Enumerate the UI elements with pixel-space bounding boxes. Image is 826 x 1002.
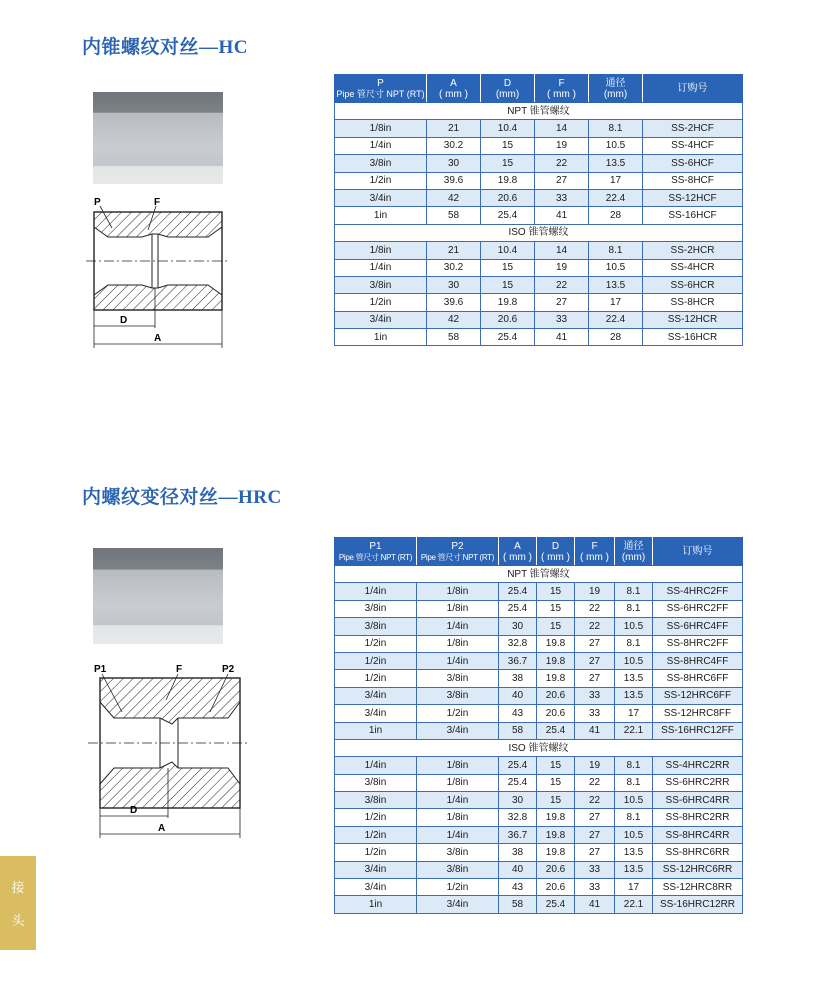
table-cell: 22 [575, 600, 615, 617]
table-cell: 19 [575, 583, 615, 600]
table-cell: 8.1 [615, 583, 653, 600]
table-cell: 1/2in [335, 652, 417, 669]
table-cell: 15 [537, 583, 575, 600]
table-row [335, 722, 743, 739]
table-cell: 30.2 [427, 137, 481, 154]
col-header-d: D (mm) [481, 75, 535, 103]
table-cell: 27 [575, 844, 615, 861]
table-cell: 15 [537, 600, 575, 617]
table-row [335, 687, 743, 704]
table-cell: 8.1 [615, 757, 653, 774]
table-cell: 19.8 [537, 826, 575, 843]
col-header-p1: P1 Pipe 管尺寸 NPT (RT) [335, 538, 417, 566]
table-row [335, 276, 743, 293]
table-cell: SS-8HCF [643, 172, 743, 189]
table-cell: 8.1 [615, 600, 653, 617]
table-cell: 22 [575, 792, 615, 809]
table-row [335, 757, 743, 774]
table-cell: 10.4 [481, 242, 535, 259]
table-cell: 22 [535, 155, 589, 172]
table-cell: 33 [535, 189, 589, 206]
table-row [335, 705, 743, 722]
table-cell: 1/4in [417, 826, 499, 843]
table-cell: 42 [427, 311, 481, 328]
table-cell: SS-8HRC2FF [653, 635, 743, 652]
label-p: P [94, 197, 101, 208]
table-cell: 1/2in [335, 826, 417, 843]
table-cell: 39.6 [427, 294, 481, 311]
table-row [335, 826, 743, 843]
table-cell: SS-8HRC6RR [653, 844, 743, 861]
table-row [335, 670, 743, 687]
table-cell: 1/2in [335, 670, 417, 687]
table-cell: 8.1 [589, 120, 643, 137]
table-cell: SS-6HRC2RR [653, 774, 743, 791]
table-row [335, 618, 743, 635]
group-label: ISO 锥管螺纹 [335, 739, 743, 756]
table-cell: 43 [499, 879, 537, 896]
table-cell: 17 [615, 705, 653, 722]
table-row [335, 189, 743, 206]
col-header-bore: 通径 (mm) [615, 538, 653, 566]
table-cell: 33 [575, 705, 615, 722]
table-cell: 42 [427, 189, 481, 206]
table-cell: 25.4 [481, 329, 535, 346]
table-cell: 15 [537, 792, 575, 809]
side-tab-connectors [0, 856, 36, 950]
table-cell: 3/4in [335, 687, 417, 704]
table-cell: 20.6 [481, 311, 535, 328]
table-cell: 10.5 [615, 826, 653, 843]
table-cell: SS-2HCF [643, 120, 743, 137]
table-cell: SS-12HRC6RR [653, 861, 743, 878]
table-cell: 3/8in [417, 670, 499, 687]
table-cell: SS-6HCF [643, 155, 743, 172]
table-cell: 27 [575, 826, 615, 843]
table-cell: 19.8 [537, 652, 575, 669]
table-cell: 8.1 [615, 774, 653, 791]
col-header-f: F ( mm ) [575, 538, 615, 566]
table-cell: 33 [575, 879, 615, 896]
table-cell: 1/4in [417, 652, 499, 669]
table-cell: 1in [335, 722, 417, 739]
table-cell: 1/2in [335, 294, 427, 311]
table-cell: 1/8in [335, 242, 427, 259]
table-cell: 22.1 [615, 722, 653, 739]
table-group-row [335, 739, 743, 756]
table-cell: 10.5 [589, 137, 643, 154]
table-cell: 13.5 [589, 276, 643, 293]
table-cell: 1in [335, 329, 427, 346]
table-cell: 41 [535, 207, 589, 224]
table-row [335, 259, 743, 276]
table-cell: 22 [575, 618, 615, 635]
table-cell: 13.5 [615, 687, 653, 704]
table-cell: 13.5 [589, 155, 643, 172]
table-cell: 19 [535, 137, 589, 154]
table-cell: 14 [535, 242, 589, 259]
table-cell: 27 [535, 294, 589, 311]
table-cell: 19.8 [537, 844, 575, 861]
table-cell: 1/2in [335, 809, 417, 826]
table-row [335, 207, 743, 224]
table-cell: SS-12HRC6FF [653, 687, 743, 704]
table-cell: 8.1 [615, 809, 653, 826]
table-cell: 1/4in [417, 618, 499, 635]
table-cell: 1/2in [335, 635, 417, 652]
table-cell: 13.5 [615, 670, 653, 687]
table-row [335, 600, 743, 617]
table-cell: SS-8HRC4RR [653, 826, 743, 843]
table-cell: 15 [537, 774, 575, 791]
table-cell: 30 [499, 618, 537, 635]
hc-cross-section-drawing [82, 192, 232, 352]
table-cell: 40 [499, 687, 537, 704]
table-cell: SS-4HCF [643, 137, 743, 154]
label-f: F [176, 664, 183, 675]
table-row [335, 294, 743, 311]
table-group-row [335, 103, 743, 120]
table-row [335, 311, 743, 328]
table-group-row [335, 224, 743, 241]
table-cell: 1/8in [417, 809, 499, 826]
table-row [335, 809, 743, 826]
table-cell: 30 [427, 155, 481, 172]
table-cell: 19.8 [537, 635, 575, 652]
table-row [335, 861, 743, 878]
table-cell: 22.4 [589, 189, 643, 206]
table-cell: 25.4 [499, 600, 537, 617]
table-cell: 28 [589, 329, 643, 346]
table-cell: 20.6 [537, 861, 575, 878]
table-cell: 1/8in [417, 635, 499, 652]
table-cell: 41 [535, 329, 589, 346]
table-cell: 39.6 [427, 172, 481, 189]
table-cell: 3/8in [335, 155, 427, 172]
table-cell: 1in [335, 896, 417, 913]
table-cell: 19 [575, 757, 615, 774]
table-cell: 3/4in [335, 189, 427, 206]
side-tab-char-2: 头 [11, 913, 25, 928]
table-group-row [335, 566, 743, 583]
label-d: D [120, 315, 128, 326]
table-cell: 27 [575, 652, 615, 669]
table-row [335, 155, 743, 172]
table-cell: 15 [481, 276, 535, 293]
label-p2: P2 [222, 664, 235, 675]
table-cell: 10.5 [615, 792, 653, 809]
table-cell: 3/8in [417, 687, 499, 704]
table-cell: SS-4HCR [643, 259, 743, 276]
table-cell: 3/4in [417, 722, 499, 739]
table-cell: 1/8in [335, 120, 427, 137]
table-cell: 27 [575, 809, 615, 826]
table-cell: 30 [499, 792, 537, 809]
table-cell: 1/4in [335, 259, 427, 276]
table-cell: 40 [499, 861, 537, 878]
table-cell: SS-12HCR [643, 311, 743, 328]
table-cell: 27 [575, 635, 615, 652]
table-cell: 22.4 [589, 311, 643, 328]
table-cell: SS-12HCF [643, 189, 743, 206]
table-cell: 58 [499, 722, 537, 739]
side-tab-char-1: 接 [11, 880, 25, 895]
table-row [335, 652, 743, 669]
table-cell: 25.4 [537, 722, 575, 739]
table-row [335, 329, 743, 346]
table-cell: 25.4 [499, 774, 537, 791]
table-cell: SS-8HRC4FF [653, 652, 743, 669]
table-cell: 3/8in [335, 792, 417, 809]
table-cell: 20.6 [537, 687, 575, 704]
table-cell: SS-6HCR [643, 276, 743, 293]
table-cell: 58 [499, 896, 537, 913]
table-cell: 22.1 [615, 896, 653, 913]
table-cell: 36.7 [499, 826, 537, 843]
table-row [335, 583, 743, 600]
table-cell: 1/4in [335, 137, 427, 154]
table-cell: 21 [427, 242, 481, 259]
table-cell: 20.6 [537, 705, 575, 722]
col-header-p: P Pipe 管尺寸 NPT (RT) [335, 75, 427, 103]
table-cell: SS-6HRC4FF [653, 618, 743, 635]
table-cell: 33 [575, 687, 615, 704]
col-header-p2: P2 Pipe 管尺寸 NPT (RT) [417, 538, 499, 566]
hrc-spec-table [334, 537, 743, 914]
table-row [335, 172, 743, 189]
section-title-hc: 内锥螺纹对丝—HC [82, 37, 249, 58]
table-cell: SS-2HCR [643, 242, 743, 259]
table-cell: SS-12HRC8FF [653, 705, 743, 722]
col-header-a: A ( mm ) [427, 75, 481, 103]
table-cell: SS-8HCR [643, 294, 743, 311]
table-cell: SS-6HRC4RR [653, 792, 743, 809]
table-row [335, 242, 743, 259]
table-cell: 1/8in [417, 583, 499, 600]
table-cell: 10.5 [615, 618, 653, 635]
table-cell: 8.1 [589, 242, 643, 259]
table-cell: 17 [615, 879, 653, 896]
label-p1: P1 [94, 664, 107, 675]
table-cell: SS-4HRC2RR [653, 757, 743, 774]
table-cell: 20.6 [537, 879, 575, 896]
table-cell: 19.8 [537, 809, 575, 826]
table-cell: 25.4 [499, 757, 537, 774]
table-cell: 27 [535, 172, 589, 189]
hc-spec-table [334, 74, 743, 346]
table-cell: SS-12HRC8RR [653, 879, 743, 896]
table-cell: 41 [575, 896, 615, 913]
table-cell: 17 [589, 172, 643, 189]
table-cell: 58 [427, 329, 481, 346]
table-cell: 38 [499, 844, 537, 861]
table-cell: 30.2 [427, 259, 481, 276]
table-cell: 19.8 [537, 670, 575, 687]
table-cell: 13.5 [615, 844, 653, 861]
table-header-row [335, 75, 743, 103]
table-cell: 3/8in [335, 618, 417, 635]
section-title-hrc: 内螺纹变径对丝—HRC [82, 487, 282, 508]
table-cell: SS-8HRC2RR [653, 809, 743, 826]
table-cell: SS-4HRC2FF [653, 583, 743, 600]
table-cell: 33 [535, 311, 589, 328]
table-cell: 19.8 [481, 294, 535, 311]
col-header-bore: 通径 (mm) [589, 75, 643, 103]
table-row [335, 896, 743, 913]
table-cell: SS-16HRC12FF [653, 722, 743, 739]
table-cell: 14 [535, 120, 589, 137]
table-cell: 19 [535, 259, 589, 276]
label-f: F [154, 197, 161, 208]
table-cell: SS-16HRC12RR [653, 896, 743, 913]
table-cell: 8.1 [615, 635, 653, 652]
table-cell: 28 [589, 207, 643, 224]
table-cell: 1in [335, 207, 427, 224]
table-cell: 15 [537, 618, 575, 635]
table-cell: 15 [481, 137, 535, 154]
col-header-a: A ( mm ) [499, 538, 537, 566]
col-header-order-no: 订购号 [643, 75, 743, 103]
table-cell: 1/8in [417, 757, 499, 774]
table-cell: 1/8in [417, 600, 499, 617]
group-label: NPT 锥管螺纹 [335, 103, 743, 120]
label-a: A [158, 823, 166, 834]
table-cell: 3/4in [417, 896, 499, 913]
table-cell: 41 [575, 722, 615, 739]
table-row [335, 120, 743, 137]
group-label: ISO 锥管螺纹 [335, 224, 743, 241]
table-cell: 10.5 [589, 259, 643, 276]
table-row [335, 792, 743, 809]
table-cell: 15 [481, 259, 535, 276]
table-cell: 1/2in [417, 705, 499, 722]
table-cell: SS-8HRC6FF [653, 670, 743, 687]
table-cell: SS-16HCF [643, 207, 743, 224]
group-label: NPT 锥管螺纹 [335, 566, 743, 583]
table-cell: 10.5 [615, 652, 653, 669]
table-cell: 21 [427, 120, 481, 137]
table-cell: 1/2in [335, 172, 427, 189]
table-cell: 3/8in [417, 861, 499, 878]
table-cell: SS-16HCR [643, 329, 743, 346]
table-cell: 22 [575, 774, 615, 791]
table-cell: 3/8in [335, 774, 417, 791]
table-cell: 3/4in [335, 705, 417, 722]
table-cell: 22 [535, 276, 589, 293]
table-cell: 43 [499, 705, 537, 722]
table-cell: 25.4 [537, 896, 575, 913]
table-cell: SS-6HRC2FF [653, 600, 743, 617]
table-cell: 19.8 [481, 172, 535, 189]
table-cell: 3/8in [335, 276, 427, 293]
table-cell: 1/2in [335, 844, 417, 861]
table-cell: 1/4in [417, 792, 499, 809]
table-row [335, 774, 743, 791]
table-cell: 25.4 [499, 583, 537, 600]
col-header-order-no: 订购号 [653, 538, 743, 566]
table-cell: 32.8 [499, 809, 537, 826]
table-cell: 38 [499, 670, 537, 687]
table-cell: 27 [575, 670, 615, 687]
table-row [335, 844, 743, 861]
table-cell: 13.5 [615, 861, 653, 878]
table-cell: 3/8in [417, 844, 499, 861]
table-cell: 1/8in [417, 774, 499, 791]
label-a: A [154, 333, 162, 344]
table-cell: 15 [481, 155, 535, 172]
table-cell: 1/4in [335, 757, 417, 774]
table-row [335, 879, 743, 896]
table-cell: 3/4in [335, 861, 417, 878]
table-cell: 3/4in [335, 311, 427, 328]
table-cell: 3/4in [335, 879, 417, 896]
table-cell: 30 [427, 276, 481, 293]
table-cell: 3/8in [335, 600, 417, 617]
hrc-cross-section-drawing [82, 660, 252, 840]
table-cell: 10.4 [481, 120, 535, 137]
table-cell: 1/2in [417, 879, 499, 896]
table-header-row [335, 538, 743, 566]
table-row [335, 635, 743, 652]
col-header-f: F ( mm ) [535, 75, 589, 103]
hc-product-photo [93, 92, 223, 184]
label-d: D [130, 805, 138, 816]
table-cell: 33 [575, 861, 615, 878]
table-cell: 20.6 [481, 189, 535, 206]
table-cell: 32.8 [499, 635, 537, 652]
table-cell: 58 [427, 207, 481, 224]
table-cell: 25.4 [481, 207, 535, 224]
col-header-d: D ( mm ) [537, 538, 575, 566]
hrc-product-photo [93, 548, 223, 644]
table-cell: 1/4in [335, 583, 417, 600]
table-cell: 17 [589, 294, 643, 311]
table-cell: 15 [537, 757, 575, 774]
table-cell: 36.7 [499, 652, 537, 669]
table-row [335, 137, 743, 154]
